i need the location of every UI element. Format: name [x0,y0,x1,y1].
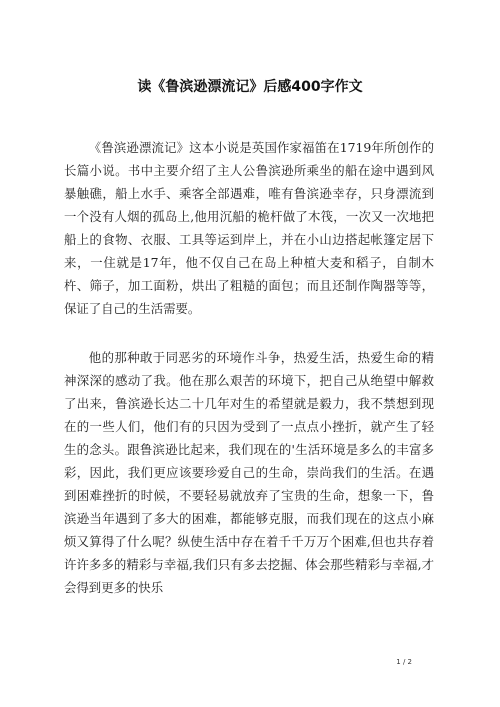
document-title: 读《鲁滨逊漂流记》后感400字作文 [137,79,363,95]
paragraph-1: 《鲁滨逊漂流记》这本小说是英国作家福笛在1719年所创作的长篇小说。书中主要介绍了主人公鲁滨逊所乘坐的船在途中遇到风暴触礁，船上水手、乘客全部遇难，唯有鲁滨逊幸存，只身漂流到一个没有人烟的孤岛上,他用沉船的桅杆做了木筏，一次又一次地把船上的食物、衣服、工具等运到岸上，并在小山边搭起帐篷定居下来，一住就是17年，他不仅自己在岛上种植大麦和稻子，自制木杵、筛子，加工面粉，烘出了粗糙的面包；而且还制作陶器等等，保证了自己的生活需要。 [64,140,434,316]
page-number: 1 / 2 [396,658,412,666]
paragraph-2: 他的那种敢于同恶劣的环境作斗争，热爱生活，热爱生命的精神深深的感动了我。他在那么艰苦的环境下，把自己从绝望中解救了出来，鲁滨逊长达二十几年对生的希望就是毅力，我不禁想到现在的一些人们，他们有的只因为受到了一点点小挫折，就产生了轻生的念头。跟鲁滨逊比起来，我们现在的'生活环境是多么的丰富多彩，因此，我们更应该要珍爱自己的生命，崇尚我们的生活。在遇到困难挫折的时候，不要轻易就放弃了宝贵的生命，想象一下，鲁滨逊当年遇到了多大的困难，都能够克服，而我们现在的这点小麻烦又算得了什么呢？纵使生活中存在着千千万万个困难,但也共存着许许多多的精彩与幸福,我们只有多去挖掘、体会那些精彩与幸福,才会得到更多的快乐 [64,350,434,595]
